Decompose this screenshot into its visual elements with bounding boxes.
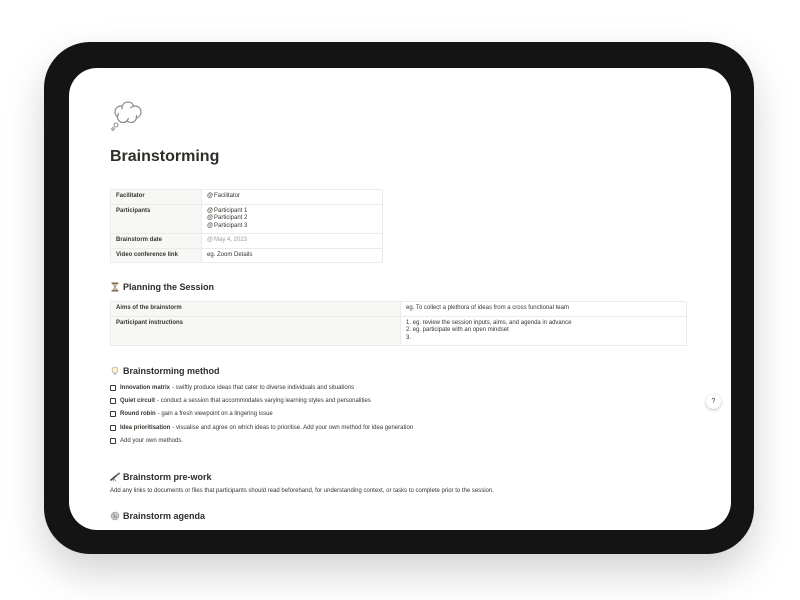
at-mention-icon: @ (207, 222, 214, 229)
planning-table (110, 301, 687, 346)
todo-item (110, 408, 413, 421)
todo-checkbox[interactable] (110, 398, 116, 404)
todo-bold-text: Round robin (120, 411, 156, 418)
hourglass-icon (110, 282, 120, 292)
property-row-video-link (111, 248, 383, 263)
method-heading[interactable] (110, 366, 220, 376)
at-mention-icon: @ (207, 215, 214, 221)
globe-icon (110, 511, 120, 521)
todo-bold-text: Idea prioritisation (120, 424, 171, 431)
at-mention-icon: @ (207, 193, 214, 199)
facilitator-mention[interactable]: Facilitator (214, 193, 241, 199)
instruction-line: 1. eg. review the session inputs, aims, and agenda in advance (406, 319, 572, 326)
planning-row-aims (111, 302, 687, 317)
property-value[interactable] (202, 204, 383, 234)
prework-heading-text: Brainstorm pre-work (123, 472, 212, 482)
thought-balloon-icon[interactable] (110, 100, 144, 132)
property-value[interactable] (202, 234, 383, 249)
agenda-heading-text: Brainstorm agenda (123, 511, 206, 521)
property-row-facilitator (111, 190, 383, 205)
planning-heading[interactable] (110, 282, 214, 292)
telescope-icon (110, 472, 120, 482)
todo-bold-text: Innovation matrix (120, 384, 171, 391)
todo-item (110, 381, 413, 394)
help-button[interactable]: ? (706, 394, 721, 409)
properties-table (110, 189, 383, 263)
todo-bold-text: Quiet circuit (120, 397, 156, 404)
prework-description[interactable]: Add any links to documents or files that participants should read beforehand, for understanding context, or tasks to complete prior to the session. (110, 488, 494, 494)
method-heading-text: Brainstorming method (123, 366, 220, 376)
planning-key: Aims of the brainstorm (111, 302, 401, 317)
todo-text[interactable]: Add your own methods. (120, 437, 184, 444)
planning-value[interactable]: eg. To collect a plethora of ideas from a cross functional team (401, 302, 687, 317)
todo-checkbox[interactable] (110, 425, 116, 431)
todo-item (110, 421, 413, 434)
property-key: Video conference link (111, 248, 202, 263)
date-mention[interactable]: May 4, 2023 (214, 237, 248, 243)
prework-heading[interactable] (110, 472, 212, 482)
property-key: Brainstorm date (111, 234, 202, 249)
instruction-line: 3. (406, 334, 412, 341)
todo-text[interactable]: - conduct a session that accommodates varying learning styles and personalities (157, 397, 371, 404)
property-value[interactable] (202, 190, 383, 205)
method-todo-list (110, 381, 413, 447)
agenda-heading[interactable] (110, 511, 205, 521)
participant-mention[interactable]: Participant 3 (214, 222, 248, 229)
todo-checkbox[interactable] (110, 438, 116, 444)
property-key: Participants (111, 204, 202, 234)
lightbulb-icon (110, 366, 120, 376)
participant-mention[interactable]: Participant 1 (214, 207, 248, 214)
todo-item (110, 394, 413, 407)
todo-text[interactable]: - swiftly produce ideas that cater to diverse individuals and situations (172, 384, 355, 391)
todo-checkbox[interactable] (110, 385, 116, 391)
planning-heading-text: Planning the Session (123, 282, 215, 292)
tablet-screen (69, 68, 731, 530)
todo-item (110, 434, 413, 447)
page-title[interactable]: Brainstorming (110, 148, 220, 165)
property-key: Facilitator (111, 190, 202, 205)
property-row-brainstorm-date (111, 234, 383, 249)
todo-checkbox[interactable] (110, 411, 116, 417)
property-row-participants (111, 204, 383, 234)
at-mention-icon: @ (207, 237, 214, 243)
instruction-line: 2. eg. participate with an open mindset (406, 327, 509, 333)
planning-row-instructions (111, 316, 687, 346)
at-mention-icon: @ (207, 207, 214, 214)
property-value[interactable]: eg. Zoom Details (202, 248, 383, 263)
planning-value[interactable] (401, 316, 687, 346)
todo-text[interactable]: - gain a fresh viewpoint on a lingering issue (157, 411, 273, 418)
planning-key: Participant instructions (111, 316, 401, 346)
participant-mention[interactable]: Participant 2 (214, 215, 248, 221)
todo-text[interactable]: - visualise and agree on which ideas to prioritise. Add your own method for idea generation (172, 424, 414, 431)
